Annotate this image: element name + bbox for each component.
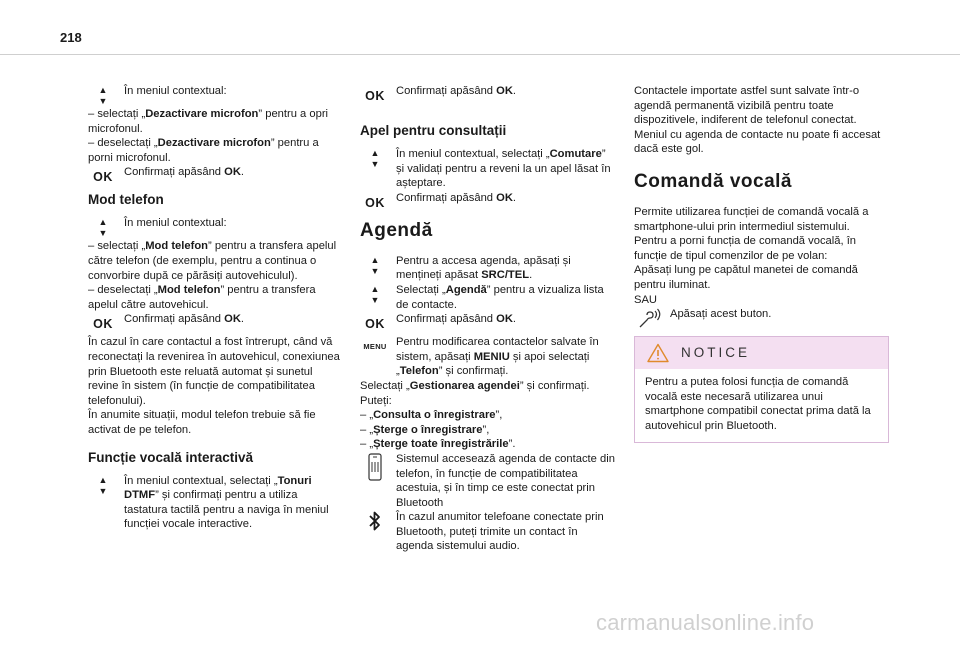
up-down-arrows-icon: ▲ ▼ [370, 283, 380, 305]
watermark: carmanualsonline.info [596, 610, 815, 635]
text-block: Confirmați apăsând OK. [396, 85, 517, 97]
page-number: 218 [60, 30, 82, 45]
text-block: În anumite situații, modul telefon trebuie să fie activat de pe telefon. [88, 409, 316, 436]
voice-command-icon [634, 307, 664, 336]
ok-button-icon: OK [365, 89, 385, 103]
text-block: Puteți: [360, 394, 392, 407]
text-block: Sistemul accesează agenda de contacte din telefon, în funcție de compatibilitatea acestuia, și în timp ce este conectat prin Bluetooth [396, 452, 615, 509]
text-block: În cazul anumitor telefoane conectate prin Bluetooth, puteți trimite un contact în agenda sistemului audio. [396, 511, 604, 553]
menu-button-icon: MENU [363, 342, 387, 352]
list-item: – „Șterge o înregistrare”, [360, 423, 490, 436]
phone-sync-note [360, 452, 615, 510]
list-item: – „Șterge toate înregistrările”. [360, 438, 516, 451]
warning-icon [647, 343, 669, 368]
section-heading-agenda: Agendă [360, 219, 433, 241]
confirm-step [88, 165, 343, 185]
text-block: Contactele importate astfel sunt salvate într-o agendă permanentă vizibilă pentru toate dispozitivele, indiferent de telefonul conectat. [634, 85, 860, 127]
text-block: Confirmați apăsând OK. [396, 191, 517, 204]
open-agenda-step [360, 254, 615, 283]
text-block: Apăsați acest buton. [670, 308, 772, 321]
menu-step [360, 335, 615, 452]
ok-button-icon: OK [365, 195, 385, 210]
section-heading-apel-consultatii: Apel pentru consultații [360, 123, 507, 138]
text-block: În meniul contextual: [124, 217, 227, 230]
notice-title: NOTICE [681, 345, 751, 361]
up-down-arrows-icon: ▲ ▼ [370, 148, 380, 169]
section-heading-mod-telefon: Mod telefon [88, 192, 164, 208]
text-block: Apăsați lung pe capătul manetei de comandă pentru iluminat. [634, 264, 858, 291]
text-block: Permite utilizarea funcției de comandă vocală a smartphone-ului prin intermediul sistemului. [634, 205, 869, 233]
text-block: Selectați „Agendă” pentru a vizualiza lista de contacte. [396, 283, 604, 311]
column-middle [360, 84, 615, 554]
section-heading-comanda-vocala: Comandă vocală [634, 170, 792, 192]
text-block: Pentru a porni funcția de comandă vocală, în funcție de tipul comenzilor de pe volan: [634, 235, 857, 262]
text-block: Confirmați apăsând OK. [396, 313, 517, 326]
text-block: În meniul contextual: [124, 85, 227, 97]
notice-body: Pentru a putea folosi funcția de comandă vocală este necesară utilizarea unui smartphone compatibil conectat prima dată la autovehicul prin Bluetooth. [645, 376, 871, 432]
bluetooth-icon [360, 510, 390, 537]
text-block: Confirmați apăsând OK. [124, 166, 245, 179]
select-agenda-step [360, 283, 615, 312]
ok-button-icon: OK [365, 317, 385, 332]
text-block: – selectați „Mod telefon” pentru a transfera apelul către telefon (de exemplu, pentru a continua o convorbire după ce părăsiți autovehiculul). [88, 240, 337, 282]
text-block: – selectați „Dezactivare microfon” pentru a opri microfonul. [88, 108, 329, 135]
confirm-step [360, 84, 615, 103]
ok-button-icon: OK [93, 317, 113, 332]
text-block: În meniul contextual, selectați „Comutare” și validați pentru a reveni la un apel lăsat în așteptare. [396, 148, 611, 190]
text-block: – deselectați „Dezactivare microfon” pentru a porni microfonul. [88, 137, 319, 164]
text-block: – deselectați „Mod telefon” pentru a transfera apelul către autovehicul. [88, 284, 316, 311]
dtmf-step [88, 474, 343, 532]
up-down-arrows-icon: ▲ ▼ [98, 474, 108, 496]
smartphone-icon [360, 452, 390, 487]
header-divider [0, 54, 960, 55]
text-block: În meniul contextual, selectați „Tonuri DTMF” și confirmați pentru a utiliza tastatura tactilă pentru a naviga în meniul funcției vocale interactive. [124, 474, 329, 531]
list-item: – „Consulta o înregistrare”, [360, 409, 503, 422]
up-down-arrows-icon: ▲ ▼ [370, 254, 380, 276]
text-block: Confirmați apăsând OK. [124, 313, 245, 326]
switch-call-step [360, 147, 615, 191]
up-down-arrows-icon: ▲ ▼ [98, 85, 108, 106]
bluetooth-note [360, 510, 615, 554]
text-block: În cazul în care contactul a fost întrerupt, când vă reconectați la revenirea în autovehicul, conexiunea prin Bluetooth este reluată automat și sunetul revine în sistem (în funcție de compatibilitatea telefonului). [88, 336, 340, 407]
notice-box [634, 336, 889, 442]
text-block: Meniul cu agenda de contacte nu poate fi accesat dacă este gol. [634, 128, 881, 156]
confirm-step [88, 312, 343, 332]
notice-header [635, 337, 888, 369]
context-menu-step [88, 84, 343, 106]
confirm-step [360, 191, 615, 210]
text-block: Selectați „Gestionarea agendei” și confirmați. [360, 379, 590, 392]
text-block: Pentru modificarea contactelor salvate în sistem, apăsați MENIU și apoi selectați „Telefon” și confirmați. [396, 336, 599, 378]
column-left [88, 84, 343, 532]
voice-button-step [634, 307, 889, 322]
confirm-step [360, 312, 615, 332]
text-block: Pentru a accesa agenda, apăsați și mențineți apăsat SRC/TEL. [396, 254, 571, 282]
column-right [634, 84, 889, 443]
ok-button-icon: OK [93, 170, 113, 185]
text-block: SAU [634, 293, 658, 306]
section-heading-functie-vocala: Funcție vocală interactivă [88, 449, 254, 465]
up-down-arrows-icon: ▲ ▼ [98, 217, 108, 239]
context-menu-step [88, 216, 343, 239]
